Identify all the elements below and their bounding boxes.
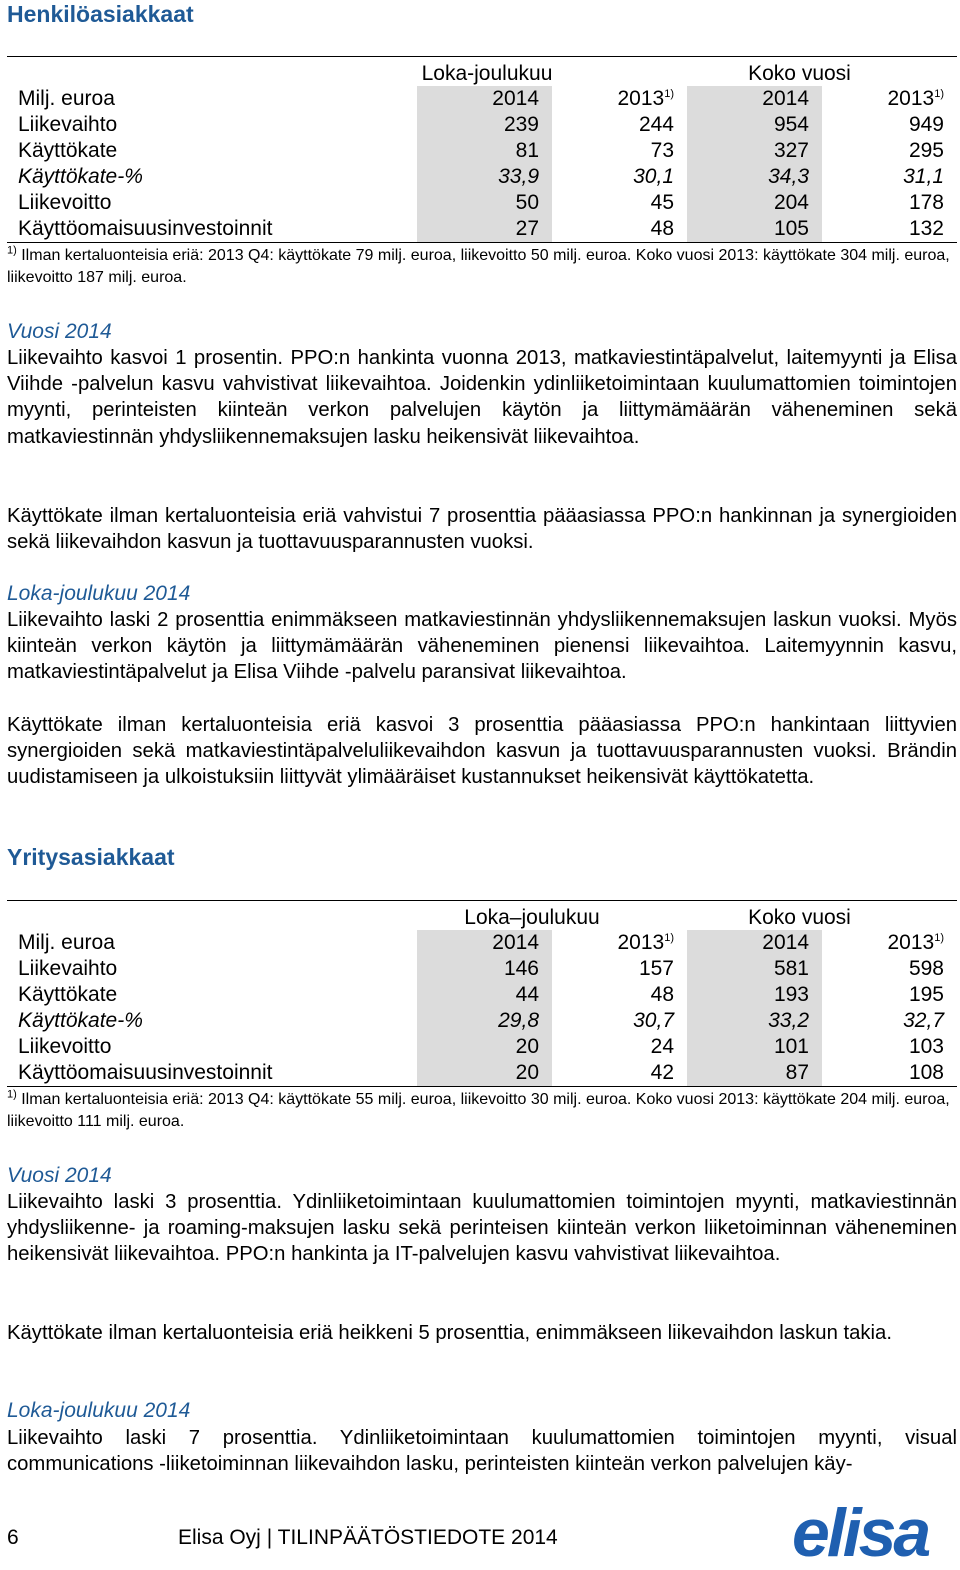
elisa-logo <box>790 1500 950 1564</box>
paragraph: Liikevaihto laski 7 prosenttia. Ydinliiketoimintaan kuulumattomien toimintojen myynti, visual communications -liiketoiminnan liikevaihdon lasku, perinteisten kiinteän verkon palvelujen käy- <box>7 1427 957 1476</box>
table-header-groups <box>7 57 957 87</box>
table-row: Liikevaihto 239 244 954 949 <box>18 113 944 136</box>
col-header-q2014: 2014 <box>417 86 552 112</box>
table-footnote: $^{1)}$ Ilman kertaluonteisia eriä: 2013 Q4: käyttökate 79 milj. euroa, liikevoitto 50 milj. euroa. Koko vuosi 2013: käyttökate 304 milj. euroa, liikevoitto 187 milj. euroa. <box>7 244 950 286</box>
table-row: Käyttöomaisuusinvestoinnit 20 42 87 108 <box>7 1060 957 1087</box>
group-header-year: Koko vuosi <box>687 57 957 87</box>
table-row: Käyttökate-% 29,8 30,7 33,2 32,7 <box>18 1009 944 1032</box>
section-title-henkiloasiakkaat: Henkilöasiakkaat <box>7 1 194 27</box>
table-row: Liikevoitto 50 45 204 178 <box>18 191 944 214</box>
unit-label: Milj. euroa <box>18 931 115 954</box>
svg-text:elisa: elisa <box>792 1500 929 1564</box>
group-header-quarter: Loka-joulukuu <box>417 57 687 87</box>
col-header-y2013: 2013$^{1)}$ <box>887 87 944 110</box>
paragraph: Liikevaihto kasvoi 1 prosentin. PPO:n hankinta vuonna 2013, matkaviestintäpalvelut, laitemyynti ja Elisa Viihde -palvelun kasvu vahvistivat liikevaihtoa. Joidenkin ydinliiketoimintaan kuulumattomien toimintojen myynti, perinteisten kiinteän verkon palvelujen käytön ja liittymämäärän väheneminen sekä matkaviestinnän yhdysliikennemaksujen lasku heikensivät liikevaihtoa. <box>7 347 957 448</box>
paragraph: Käyttökate ilman kertaluonteisia eriä vahvistui 7 prosenttia pääasiassa PPO:n hankinnan ja synergioiden sekä liikevaihdon kasvun ja tuottavuusparannusten vuoksi. <box>7 505 957 554</box>
col-header-y2014: 2014 <box>687 86 822 112</box>
financial-table-henkiloasiakkaat <box>7 56 957 243</box>
table-row: Käyttökate 44 48 193 195 <box>18 983 944 1006</box>
subheading-year: Vuosi 2014 <box>7 1164 112 1187</box>
footer-title: Elisa Oyj | TILINPÄÄTÖSTIEDOTE 2014 <box>178 1526 558 1549</box>
col-header-y2013: 2013$^{1)}$ <box>887 931 944 954</box>
paragraph: Liikevaihto laski 2 prosenttia enimmäkseen matkaviestinnän yhdysliikennemaksujen laskun vuoksi. Myös kiinteän verkon käytön ja liittymämäärän väheneminen pienensi liikevaihtoa. Laitemyynnin kasvu, matkaviestintäpalvelut ja Elisa Viihde -palvelu paransivat liikevaihtoa. <box>7 609 957 684</box>
col-header-q2013: 2013$^{1)}$ <box>617 87 674 110</box>
paragraph: Käyttökate ilman kertaluonteisia eriä kasvoi 3 prosenttia pääasiassa PPO:n hankintaan liittyvien synergioiden sekä matkaviestintäpalveluliikevaihdon kasvun ja tuottavuusparannusten vuoksi. Brändin uudistamiseen ja ulkoistuksiin liittyvät ylimääräiset kustannukset heikensivät käyttökatetta. <box>7 714 957 789</box>
col-header-q2014: 2014 <box>417 930 552 956</box>
table-row: Käyttökate-% 33,9 30,1 34,3 31,1 <box>18 165 944 188</box>
table-row: Liikevoitto 20 24 101 103 <box>18 1035 944 1058</box>
table-header-columns <box>7 86 957 112</box>
table-header-groups <box>7 901 957 931</box>
table-row: Liikevaihto 146 157 581 598 <box>18 957 944 980</box>
table-row: Käyttökate 81 73 327 295 <box>18 139 944 162</box>
unit-label: Milj. euroa <box>18 87 115 110</box>
group-header-year: Koko vuosi <box>687 901 957 931</box>
col-header-y2014: 2014 <box>687 930 822 956</box>
paragraph: Liikevaihto laski 3 prosenttia. Ydinliiketoimintaan kuulumattomien toimintojen myynti, matkaviestinnän yhdysliikenne- ja roaming-maksujen lasku sekä perinteisen kiinteän verkon liiketoiminnan väheneminen heikensivät liikevaihtoa. PPO:n hankinta ja IT-palvelujen kasvu vahvistivat liikevaihtoa. <box>7 1191 957 1266</box>
section-title-yritysasiakkaat: Yritysasiakkaat <box>7 844 175 870</box>
subheading-year: Vuosi 2014 <box>7 320 112 343</box>
table-footnote: $^{1)}$ Ilman kertaluonteisia eriä: 2013 Q4: käyttökate 55 milj. euroa, liikevoitto 30 milj. euroa. Koko vuosi 2013: käyttökate 204 milj. euroa, liikevoitto 111 milj. euroa. <box>7 1088 950 1130</box>
subheading-quarter: Loka-joulukuu 2014 <box>7 582 191 605</box>
table-header-columns <box>7 930 957 956</box>
table-row: Käyttöomaisuusinvestoinnit 27 48 105 132 <box>7 216 957 243</box>
col-header-q2013: 2013$^{1)}$ <box>617 931 674 954</box>
financial-table-yritysasiakkaat <box>7 900 957 1087</box>
group-header-quarter: Loka–joulukuu <box>417 901 687 931</box>
subheading-quarter: Loka-joulukuu 2014 <box>7 1399 191 1422</box>
page-number: 6 <box>7 1526 19 1549</box>
paragraph: Käyttökate ilman kertaluonteisia eriä heikkeni 5 prosenttia, enimmäkseen liikevaihdon laskun takia. <box>7 1322 892 1344</box>
